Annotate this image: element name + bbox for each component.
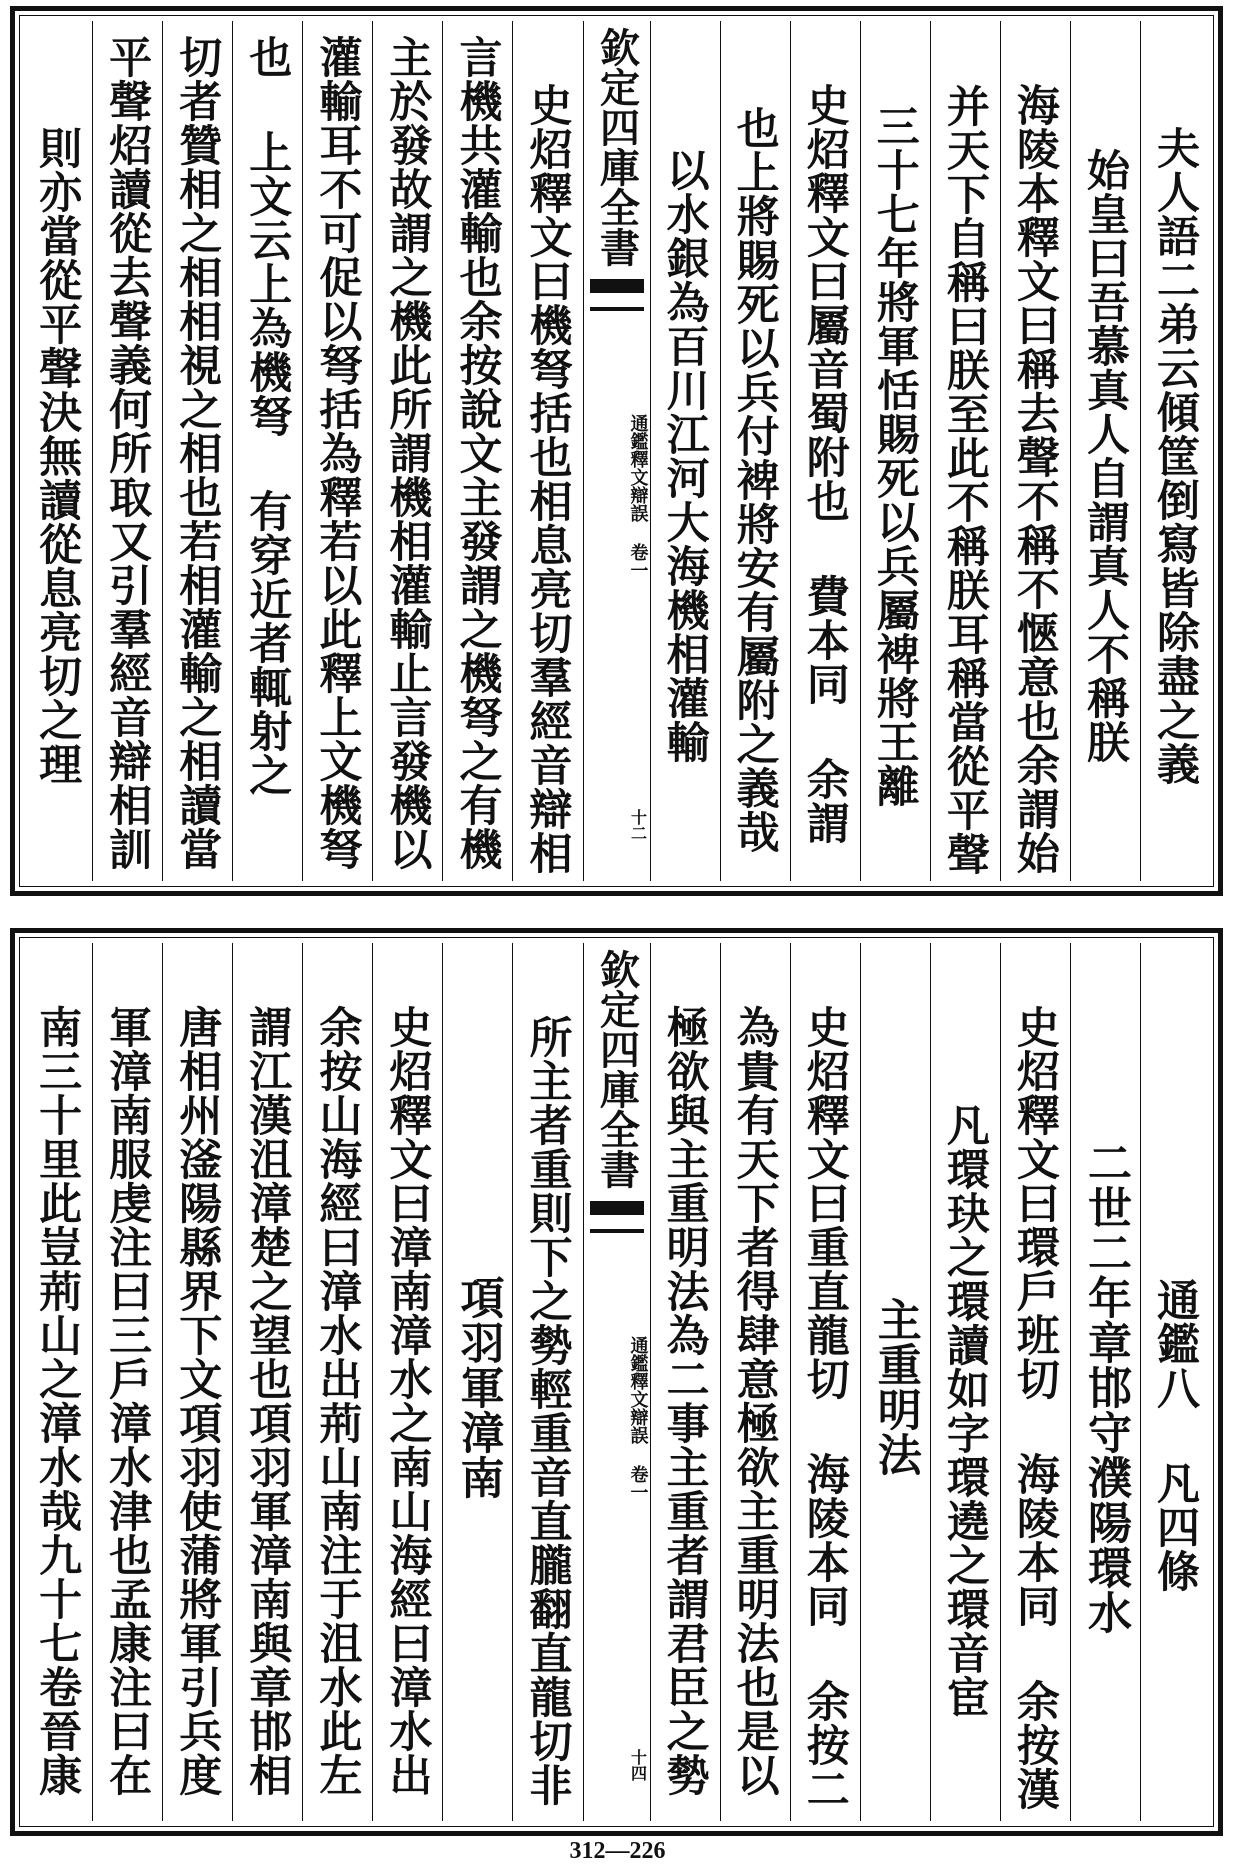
text-column: 二世二年章邯守濮陽環水 xyxy=(1070,943,1140,1821)
text-column: 海陵本釋文曰稱去聲不稱不愜意也余謂始 xyxy=(1000,21,1070,881)
text-column: 主於發故謂之機此所謂機相灌輸止言發機以 xyxy=(372,21,442,881)
leaf-number: 十二 xyxy=(628,809,648,841)
fish-tail-mark xyxy=(590,1201,644,1215)
text-column: 切者贊相之相相視之相也若相灌輸之相讀當 xyxy=(162,21,232,881)
text-column: 史炤釋文曰重直龍切 海陵本同 余按二 xyxy=(790,943,860,1821)
volume-label: 通鑑釋文辯誤 卷一 xyxy=(627,413,649,579)
volume-label: 通鑑釋文辯誤 卷一 xyxy=(627,1335,649,1501)
text-column: 為貴有天下者得肆意極欲主重明法也是以 xyxy=(720,943,790,1821)
page-number: 312—226 xyxy=(569,1838,666,1864)
text-column: 并天下自稱曰朕至此不稱朕耳稱當從平聲 xyxy=(930,21,1000,881)
text-column: 始皇曰吾慕真人自謂真人不稱朕 xyxy=(1070,21,1140,881)
text-columns-bottom xyxy=(23,943,1210,1821)
text-columns-top xyxy=(23,21,1210,881)
text-column: 三十七年將軍恬賜死以兵屬裨將王離 xyxy=(860,21,930,881)
text-column: 通鑑八 凡四條 xyxy=(1140,943,1210,1821)
text-column: 史炤釋文曰漳南漳水之南山海經曰漳水出 xyxy=(372,943,442,1821)
leaf-number: 十四 xyxy=(628,1749,648,1781)
text-column: 謂江漢沮漳楚之望也項羽軍漳南與章邯相 xyxy=(232,943,302,1821)
text-column: 項羽軍漳南 xyxy=(442,943,512,1821)
page-panel-top xyxy=(10,6,1223,896)
page-panel-bottom xyxy=(10,928,1223,1836)
book-title: 欽定四庫全書 xyxy=(593,949,641,1189)
text-column: 言機共灌輸也余按說文主發謂之機弩之有機 xyxy=(442,21,512,881)
text-column: 凡環玦之環讀如字環遶之環音宦 xyxy=(930,943,1000,1821)
text-column: 也 上文云上為機弩 有穿近者輒射之 xyxy=(232,21,302,881)
text-column: 余按山海經曰漳水出荊山南注于沮水此左 xyxy=(302,943,372,1821)
text-column: 唐相州滏陽縣界下文項羽使蒲將軍引兵度 xyxy=(162,943,232,1821)
text-column: 以水銀為百川江河大海機相灌輸 xyxy=(650,21,720,881)
text-column: 灌輸耳不可促以弩括為釋若以此釋上文機弩 xyxy=(302,21,372,881)
text-column: 主重明法 xyxy=(860,943,930,1821)
fish-tail-rule xyxy=(590,307,644,311)
text-column: 也上將賜死以兵付裨將安有屬附之義哉 xyxy=(720,21,790,881)
text-column: 史炤釋文曰機弩括也相息亮切羣經音辯相 xyxy=(512,21,582,881)
center-fold-bottom xyxy=(583,943,650,1821)
text-column: 平聲炤讀從去聲義何所取又引羣經音辯相訓 xyxy=(92,21,162,881)
fish-tail-mark xyxy=(590,279,644,293)
center-fold-top xyxy=(583,21,650,881)
text-column: 所主者重則下之勢輕重音直朧翻直龍切非 xyxy=(512,943,582,1821)
text-column: 史炤釋文曰屬音蜀附也 費本同 余謂 xyxy=(790,21,860,881)
text-column: 極欲與主重明法為二事主重者謂君臣之勢 xyxy=(650,943,720,1821)
text-column: 南三十里此豈荊山之漳水哉九十七卷晉康 xyxy=(32,1005,83,1797)
text-column: 史炤釋文曰環戶班切 海陵本同 余按漢 xyxy=(1000,943,1070,1821)
book-title: 欽定四庫全書 xyxy=(593,27,641,267)
text-column: 夫人語二弟云傾筐倒寫皆除盡之義 xyxy=(1140,21,1210,881)
fish-tail-rule xyxy=(590,1229,644,1233)
text-column: 則亦當從平聲決無讀從息亮切之理 xyxy=(32,126,83,786)
text-column: 軍漳南服虔注曰三戶漳水津也孟康注曰在 xyxy=(92,943,162,1821)
